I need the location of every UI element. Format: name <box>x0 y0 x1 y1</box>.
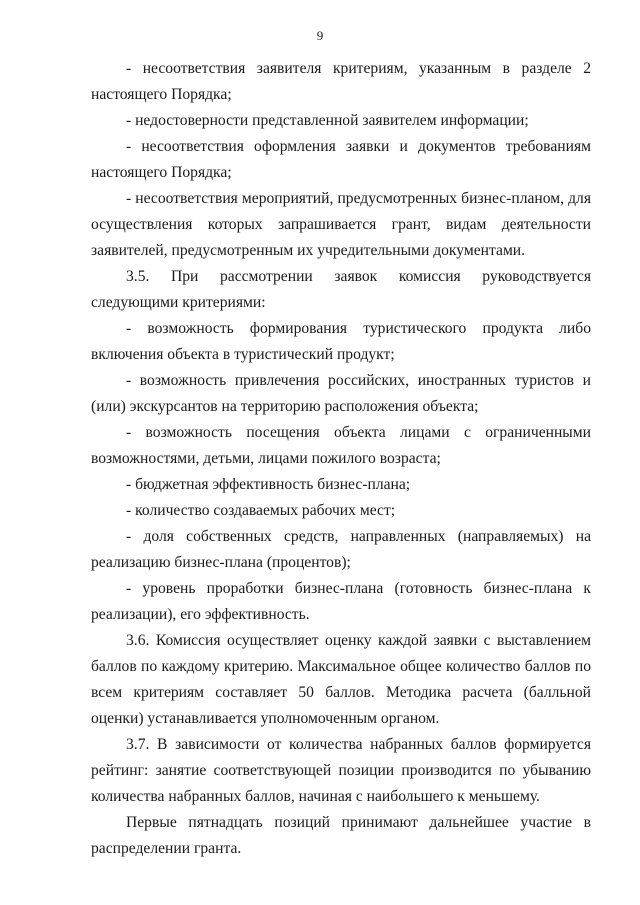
paragraph-first-fifteen: Первые пятнадцать позиций принимают дальнейшее участие в распределении гранта. <box>91 814 591 857</box>
paragraph-criterion-accessibility: - возможность посещения объекта лицами с ограниченными возможностями, детьми, лицами пожилого возраста; <box>91 424 591 467</box>
paragraph-criterion-jobs: - количество создаваемых рабочих мест; <box>126 502 396 519</box>
paragraph-3-5: 3.5. При рассмотрении заявок комиссия руководствуется следующими критериями: <box>91 268 591 311</box>
paragraph-criterion-budget-efficiency: - бюджетная эффективность бизнес-плана; <box>126 476 411 493</box>
paragraph-criteria-mismatch: - несоответствия заявителя критериям, указанным в разделе 2 настоящего Порядка; <box>91 60 591 103</box>
paragraph-criterion-own-funds: - доля собственных средств, направленных (направляемых) на реализацию бизнес-плана (процентов); <box>91 528 591 571</box>
paragraph-format-mismatch: - несоответствия оформления заявки и документов требованиям настоящего Порядка; <box>91 138 591 181</box>
paragraph-criterion-tourists: - возможность привлечения российских, иностранных туристов и (или) экскурсантов на территорию расположения объекта; <box>91 372 591 415</box>
paragraph-criterion-elaboration: - уровень проработки бизнес-плана (готовность бизнес-плана к реализации), его эффективность. <box>91 580 591 623</box>
paragraph-3-6: 3.6. Комиссия осуществляет оценку каждой заявки с выставлением баллов по каждому критерию. Максимальное общее количество баллов по всем критериям составляет 50 баллов. Методика расчета (балльной оценки) устанавливается уполномоченным органом. <box>91 632 591 727</box>
paragraph-activities-mismatch: - несоответствия мероприятий, предусмотренных бизнес-планом, для осуществления которых запрашивается грант, видам деятельности заявителей, предусмотренным их учредительными документами. <box>91 190 591 259</box>
paragraph-criterion-tourist-product: - возможность формирования туристического продукта либо включения объекта в туристический продукт; <box>91 320 591 363</box>
document-body <box>91 56 591 862</box>
paragraph-unreliable-info: - недостоверности представленной заявителем информации; <box>126 112 529 129</box>
paragraph-3-7: 3.7. В зависимости от количества набранных баллов формируется рейтинг: занятие соответствующей позиции производится по убыванию количества набранных баллов, начиная с наибольшего к меньшему. <box>91 736 591 805</box>
page-number: 9 <box>316 28 324 43</box>
